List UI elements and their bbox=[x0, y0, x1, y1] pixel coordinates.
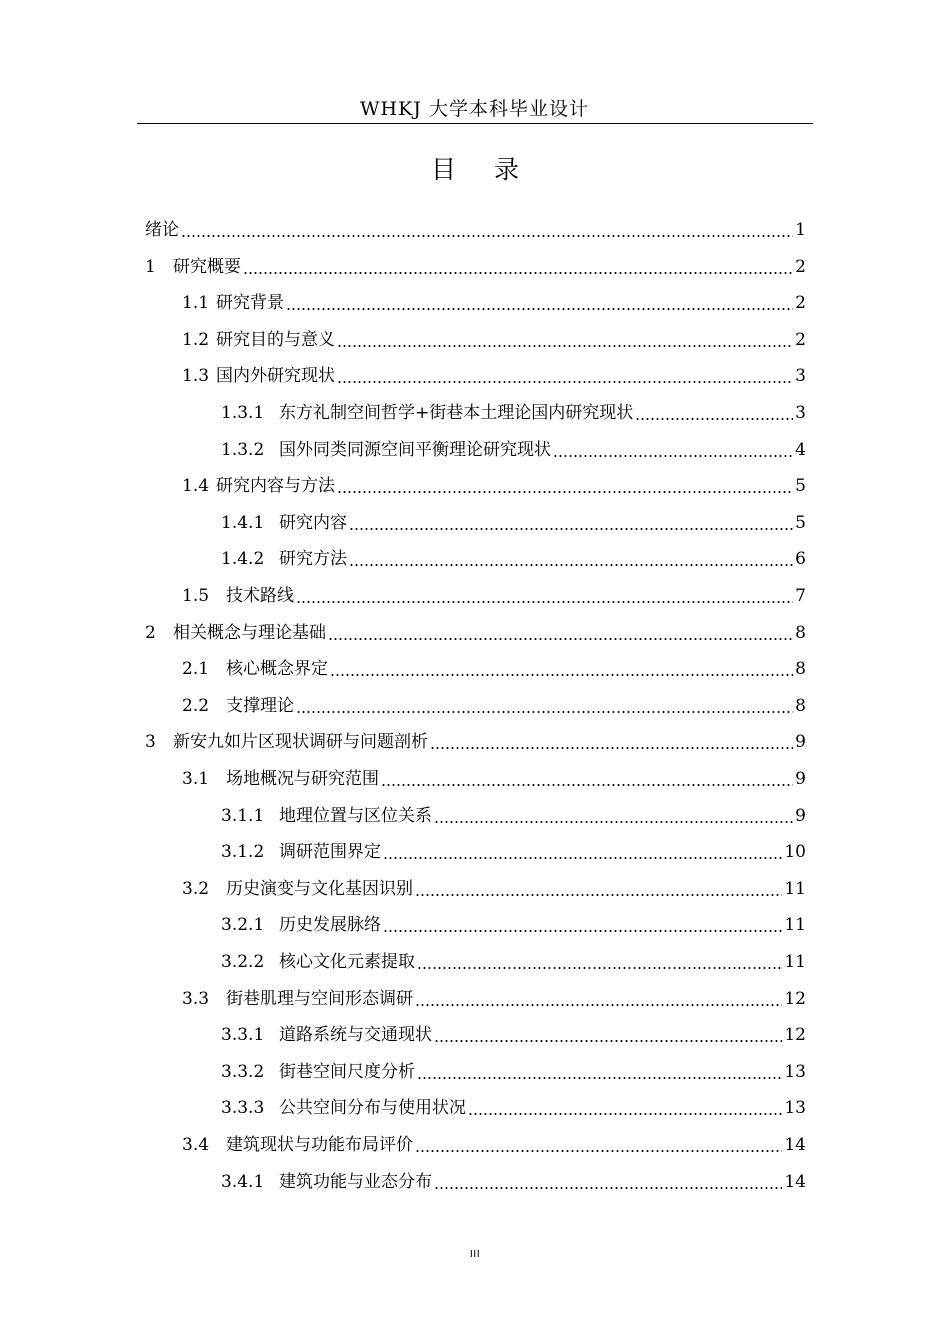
toc-entry-page: 5 bbox=[795, 476, 806, 497]
toc-entry[interactable] bbox=[221, 1090, 806, 1126]
toc-entry-label: 道路系统与交通现状 bbox=[279, 1025, 432, 1046]
toc-entry[interactable] bbox=[182, 688, 806, 724]
dot-leader bbox=[181, 235, 793, 237]
toc-entry-number: 2.1 bbox=[182, 659, 210, 680]
toc-entry-page: 3 bbox=[795, 366, 806, 387]
toc-entry-label: 建筑现状与功能布局评价 bbox=[226, 1135, 413, 1155]
toc-entry[interactable] bbox=[145, 724, 806, 760]
toc-entry[interactable] bbox=[145, 615, 806, 651]
toc-entry-number: 3.2.2 bbox=[221, 952, 265, 972]
toc-entry-page: 12 bbox=[784, 988, 806, 1009]
dot-leader bbox=[468, 1113, 782, 1115]
toc-entry[interactable] bbox=[221, 944, 806, 980]
toc-entry-label: 研究方法 bbox=[279, 549, 347, 570]
toc-entry-number: 1.4.1 bbox=[221, 512, 265, 533]
toc-entry-page: 1 bbox=[795, 220, 806, 240]
toc-entry-label: 研究内容 bbox=[279, 512, 347, 533]
toc-entry[interactable] bbox=[221, 432, 806, 468]
toc-entry-number: 3.2.1 bbox=[221, 915, 265, 936]
toc-entry[interactable] bbox=[221, 395, 806, 431]
toc-entry[interactable] bbox=[182, 871, 806, 907]
dot-leader bbox=[337, 491, 793, 493]
page-number: III bbox=[469, 1249, 481, 1260]
toc-entry[interactable] bbox=[182, 761, 806, 797]
dot-leader bbox=[434, 1187, 782, 1189]
toc-entry-label: 国内外研究现状 bbox=[216, 366, 335, 387]
toc-entry-label: 研究内容与方法 bbox=[216, 476, 335, 497]
toc-entry-page: 11 bbox=[784, 952, 806, 972]
toc-entry-number: 3.4 bbox=[182, 1135, 210, 1155]
dot-leader bbox=[383, 857, 782, 859]
toc-entry-label: 历史演变与文化基因识别 bbox=[226, 878, 413, 899]
toc-entry-page: 8 bbox=[795, 659, 806, 680]
toc-entry-number: 3.1 bbox=[182, 769, 210, 789]
toc-entry-number: 3.2 bbox=[182, 878, 210, 899]
toc-entry-number: 1.3.2 bbox=[221, 439, 265, 460]
dot-leader bbox=[434, 821, 793, 823]
toc-entry-number: 3 bbox=[145, 732, 156, 753]
toc-entry[interactable] bbox=[221, 1017, 806, 1053]
toc-entry-page: 9 bbox=[795, 732, 806, 753]
toc-entry-page: 7 bbox=[795, 586, 806, 606]
dot-leader bbox=[417, 1077, 782, 1079]
toc-entry-label: 地理位置与区位关系 bbox=[279, 805, 432, 826]
toc-entry-page: 9 bbox=[795, 769, 806, 789]
toc-entry-page: 5 bbox=[795, 512, 806, 533]
header-rule bbox=[137, 123, 813, 124]
toc-entry[interactable] bbox=[145, 212, 806, 248]
toc-entry[interactable] bbox=[221, 541, 806, 577]
toc-entry-page: 2 bbox=[795, 256, 806, 277]
toc-entry-label: 研究概要 bbox=[173, 256, 241, 277]
dot-leader bbox=[296, 711, 793, 713]
toc-entry-number: 3.1.2 bbox=[221, 842, 265, 863]
page-header: WHKJ 大学本科毕业设计 bbox=[360, 98, 589, 120]
toc-entry-page: 13 bbox=[784, 1061, 806, 1082]
toc-entry-number: 3.3.2 bbox=[221, 1061, 265, 1082]
toc-entry-number: 1.3 bbox=[182, 366, 210, 387]
toc-entry[interactable] bbox=[221, 1164, 806, 1200]
toc-entry-label: 公共空间分布与使用状况 bbox=[279, 1098, 466, 1119]
toc-entry-number: 3.3 bbox=[182, 988, 210, 1009]
toc-entry-label: 建筑功能与业态分布 bbox=[279, 1171, 432, 1192]
toc-entry-label: 技术路线 bbox=[226, 586, 294, 606]
toc-entry-page: 3 bbox=[795, 403, 806, 423]
toc-entry-number: 3.4.1 bbox=[221, 1171, 265, 1192]
dot-leader bbox=[383, 930, 782, 932]
toc-entry-page: 8 bbox=[795, 695, 806, 716]
toc-entry[interactable] bbox=[221, 505, 806, 541]
dot-leader bbox=[415, 1004, 782, 1006]
toc-entry-label: 场地概况与研究范围 bbox=[226, 769, 379, 789]
toc-entry-page: 4 bbox=[795, 439, 806, 460]
title-char-2: 录 bbox=[494, 155, 520, 184]
dot-leader bbox=[415, 1150, 782, 1152]
toc-entry-label: 新安九如片区现状调研与问题剖析 bbox=[173, 732, 428, 753]
toc-entry-number: 1.1 bbox=[182, 293, 210, 314]
dot-leader bbox=[417, 967, 782, 969]
toc-entry-number: 2 bbox=[145, 622, 156, 643]
toc-entry-label: 调研范围界定 bbox=[279, 842, 381, 863]
toc-entry[interactable] bbox=[221, 1054, 806, 1090]
dot-leader bbox=[286, 308, 793, 310]
toc-entry[interactable] bbox=[182, 322, 806, 358]
toc-entry-number: 2.2 bbox=[182, 695, 210, 716]
toc-entry-number: 1 bbox=[145, 256, 156, 277]
toc-entry[interactable] bbox=[182, 468, 806, 504]
toc-entry[interactable] bbox=[182, 1127, 806, 1163]
toc-entry-label: 街巷空间尺度分析 bbox=[279, 1061, 415, 1082]
toc-entry[interactable] bbox=[182, 651, 806, 687]
toc-entry[interactable] bbox=[221, 798, 806, 834]
toc-entry-label: 核心文化元素提取 bbox=[279, 952, 415, 972]
toc-entry[interactable] bbox=[182, 285, 806, 321]
toc-entry-label: 东方礼制空间哲学+街巷本土理论国内研究现状 bbox=[279, 403, 634, 423]
toc-entry-page: 11 bbox=[784, 878, 806, 899]
dot-leader bbox=[330, 674, 793, 676]
toc-entry-page: 14 bbox=[784, 1135, 806, 1155]
toc-entry-number: 3.3.1 bbox=[221, 1025, 265, 1046]
toc-entry-label: 研究背景 bbox=[216, 293, 284, 314]
toc-entry-page: 13 bbox=[784, 1098, 806, 1119]
toc-entry-page: 10 bbox=[784, 842, 806, 863]
toc-entry[interactable] bbox=[221, 907, 806, 943]
toc-entry-label: 街巷肌理与空间形态调研 bbox=[226, 988, 413, 1009]
toc-entry-number: 3.1.1 bbox=[221, 805, 265, 826]
dot-leader bbox=[349, 528, 793, 530]
toc-entry-number: 1.2 bbox=[182, 329, 210, 350]
toc-entry-label: 研究目的与意义 bbox=[216, 329, 335, 350]
toc-entry-number: 1.4.2 bbox=[221, 549, 265, 570]
dot-leader bbox=[296, 601, 793, 603]
toc-entry-label: 国外同类同源空间平衡理论研究现状 bbox=[279, 439, 551, 460]
toc-entry-label: 相关概念与理论基础 bbox=[173, 622, 326, 643]
dot-leader bbox=[349, 564, 793, 566]
toc-entry-number: 1.5 bbox=[182, 586, 210, 606]
toc-entry-page: 6 bbox=[795, 549, 806, 570]
title-char-1: 目 bbox=[430, 155, 456, 184]
dot-leader bbox=[635, 418, 793, 420]
dot-leader bbox=[337, 381, 793, 383]
dot-leader bbox=[434, 1040, 782, 1042]
toc-entry-number: 3.3.3 bbox=[221, 1098, 265, 1119]
toc-entry-label: 核心概念界定 bbox=[226, 659, 328, 680]
toc-entry[interactable] bbox=[182, 358, 806, 394]
toc-entry-page: 2 bbox=[795, 329, 806, 350]
dot-leader bbox=[243, 272, 793, 274]
dot-leader bbox=[415, 894, 782, 896]
toc-entry[interactable] bbox=[221, 834, 806, 870]
toc-entry-number: 1.3.1 bbox=[221, 403, 265, 423]
dot-leader bbox=[337, 345, 793, 347]
dot-leader bbox=[381, 784, 793, 786]
dot-leader bbox=[328, 638, 793, 640]
toc-entry-number: 1.4 bbox=[182, 476, 210, 497]
toc-entry-label: 支撑理论 bbox=[226, 695, 294, 716]
toc-entry-page: 2 bbox=[795, 293, 806, 314]
toc-entry[interactable] bbox=[182, 981, 806, 1017]
page-title bbox=[0, 150, 950, 190]
toc-entry-page: 12 bbox=[784, 1025, 806, 1046]
toc-entry[interactable] bbox=[182, 578, 806, 614]
toc-entry-page: 14 bbox=[784, 1171, 806, 1192]
toc-entry[interactable] bbox=[145, 249, 806, 285]
toc-entry-label: 绪论 bbox=[145, 220, 179, 240]
toc-entry-page: 9 bbox=[795, 805, 806, 826]
toc-entry-label: 历史发展脉络 bbox=[279, 915, 381, 936]
toc-entry-page: 8 bbox=[795, 622, 806, 643]
toc-entry-page: 11 bbox=[784, 915, 806, 936]
dot-leader bbox=[430, 747, 793, 749]
dot-leader bbox=[553, 455, 793, 457]
